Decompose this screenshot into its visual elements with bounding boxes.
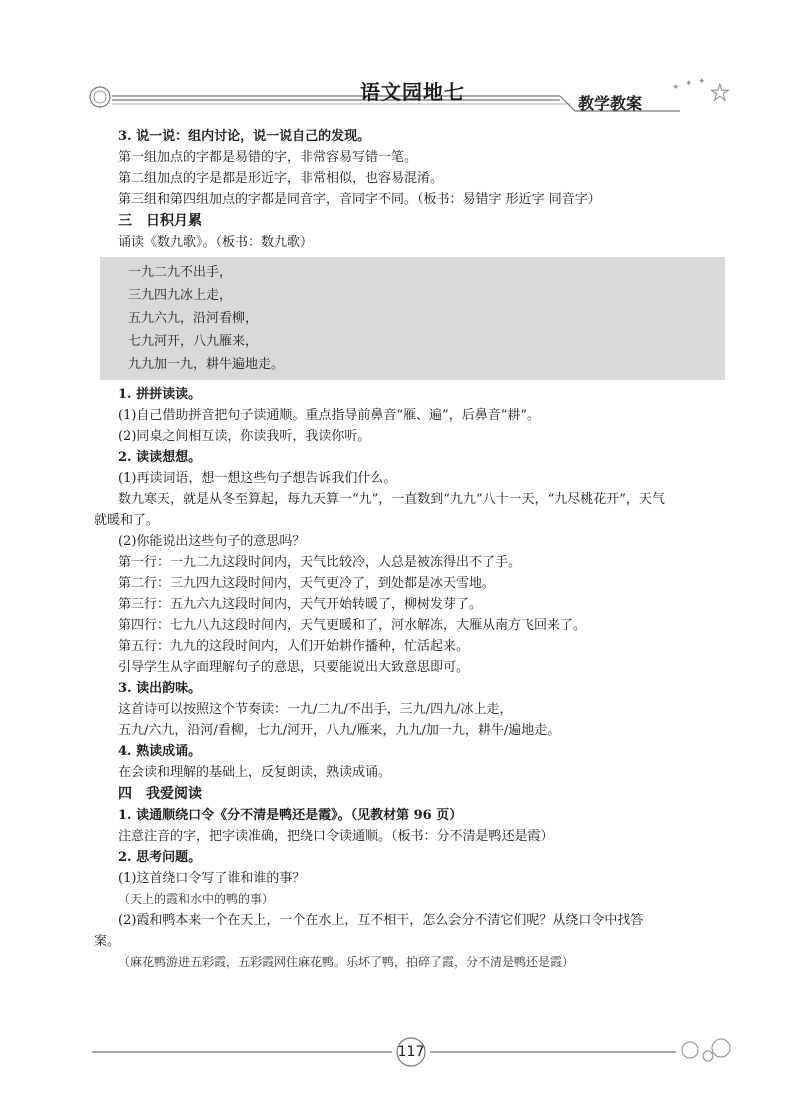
body-text: 第一组加点的字都是易错的字，非常容易写错一笔。	[118, 150, 418, 165]
poem-line: 九九加一九，耕牛遍地走。	[128, 357, 285, 372]
numbered-item: 3. 说一说：组内讨论，说一说自己的发现。	[118, 129, 371, 144]
page-footer	[0, 1020, 800, 1100]
body-text: 在会读和理解的基础上，反复朗读，熟读成诵。	[118, 765, 392, 780]
body-text: (1)再读词语，想一想这些句子想告诉我们什么。	[118, 471, 397, 486]
body-text: 诵读《数九歌》。（板书：数九歌）	[118, 235, 314, 250]
body-text: 引导学生从字面理解句子的意思，只要能说出大致意思即可。	[118, 660, 470, 675]
poem-box	[100, 257, 725, 380]
body-text: (2)霞和鸭本来一个在天上，一个在水上，互不相干，怎么会分不清它们呢？从绕口令中找答	[118, 913, 644, 928]
numbered-item: 1. 拼拼读读。	[118, 387, 202, 402]
body-text: (1)这首绕口令写了谁和谁的事？	[118, 871, 306, 886]
star-icon: ✦	[698, 77, 706, 87]
body-text: 数九寒天，就是从冬至算起，每九天算一“九”，一直数到“九九”八十一天，“九尽桃花开”，天气	[118, 492, 665, 507]
body-text: 第四行：七九八九这段时间内，天气更暖和了，河水解冻，大雁从南方飞回来了。	[118, 618, 587, 633]
text-continuation: 就暖和了。	[94, 513, 160, 528]
footer-decoration	[0, 1020, 800, 1100]
page-header	[0, 0, 800, 120]
body-text: 第二行：三九四九这段时间内，天气更冷了，到处都是冰天雪地。	[118, 576, 496, 591]
answer-note: （麻花鸭游进五彩霞，五彩霞网住麻花鸭。乐坏了鸭，拍碎了霞，分不清是鸭还是霞）	[118, 955, 575, 969]
poem-line: 七九河开，八九雁来，	[128, 334, 259, 349]
numbered-item: 3. 读出韵味。	[118, 681, 202, 696]
body-text: (2)同桌之间相互读，你读我听，我读你听。	[118, 429, 371, 444]
poem-line: 五九六九，沿河看柳，	[128, 311, 259, 326]
numbered-item: 2. 思考问题。	[118, 850, 202, 865]
body-text: 第五行：九九的这段时间内，人们开始耕作播种，忙活起来。	[118, 639, 470, 654]
header-circle-icon	[90, 87, 110, 107]
book-label: 教学教案	[578, 94, 643, 113]
bubble-icon	[703, 1051, 713, 1061]
header-inner-circle-icon	[94, 91, 106, 103]
body-text: (2)你能说出这些句子的意思吗？	[118, 534, 306, 549]
body-text: 第一行：一九二九这段时间内，天气比较冷，人总是被冻得出不了手。	[118, 555, 522, 570]
body-text: (1)自己借助拼音把句子读通顺。重点指导前鼻音“雁、遍”，后鼻音“耕”。	[118, 408, 540, 423]
body-text: 第二组加点的字是都是形近字，非常相似，也容易混淆。	[118, 171, 444, 186]
star-icon: ✦	[672, 83, 680, 93]
chapter-title: 语文园地七	[360, 80, 465, 104]
section-heading: 四 我爱阅读	[118, 786, 202, 802]
bubble-icon	[682, 1042, 698, 1058]
body-text: 这首诗可以按照这个节奏读：一九/二九/不出手，三九/四九/冰上走，	[118, 702, 513, 717]
section-heading: 三 日积月累	[118, 213, 202, 229]
body-text: 第三行：五九六九这段时间内，天气开始转暖了，柳树发芽了。	[118, 597, 483, 612]
body-text: 第三组和第四组加点的字都是同音字，音同字不同。（板书：易错字 形近字 同音字）	[118, 192, 601, 207]
body-text: 五九/六九，沿河/看柳，七九/河开，八九/雁来，九九/加一九，耕牛/遍地走。	[118, 723, 561, 738]
answer-note: （天上的霞和水中的鸭的事）	[118, 892, 275, 906]
big-star-icon: ★	[710, 81, 730, 106]
page-body	[94, 126, 688, 973]
bubble-icon	[712, 1039, 730, 1057]
numbered-item: 4. 熟读成诵。	[118, 744, 202, 759]
poem-line: 一九二九不出手，	[128, 265, 233, 280]
text-continuation: 案。	[94, 934, 121, 949]
numbered-item: 2. 读读想想。	[118, 450, 202, 465]
page-number: 117	[397, 1044, 425, 1060]
star-icon: ✦	[685, 79, 693, 89]
poem-line: 三九四九冰上走，	[128, 288, 233, 303]
numbered-item: 1. 读通顺绕口令《分不清是鸭还是霞》。（见教材第 96 页）	[118, 808, 463, 823]
body-text: 注意注音的字，把字读准确，把绕口令读通顺。（板书：分不清是鸭还是霞）	[118, 829, 554, 844]
